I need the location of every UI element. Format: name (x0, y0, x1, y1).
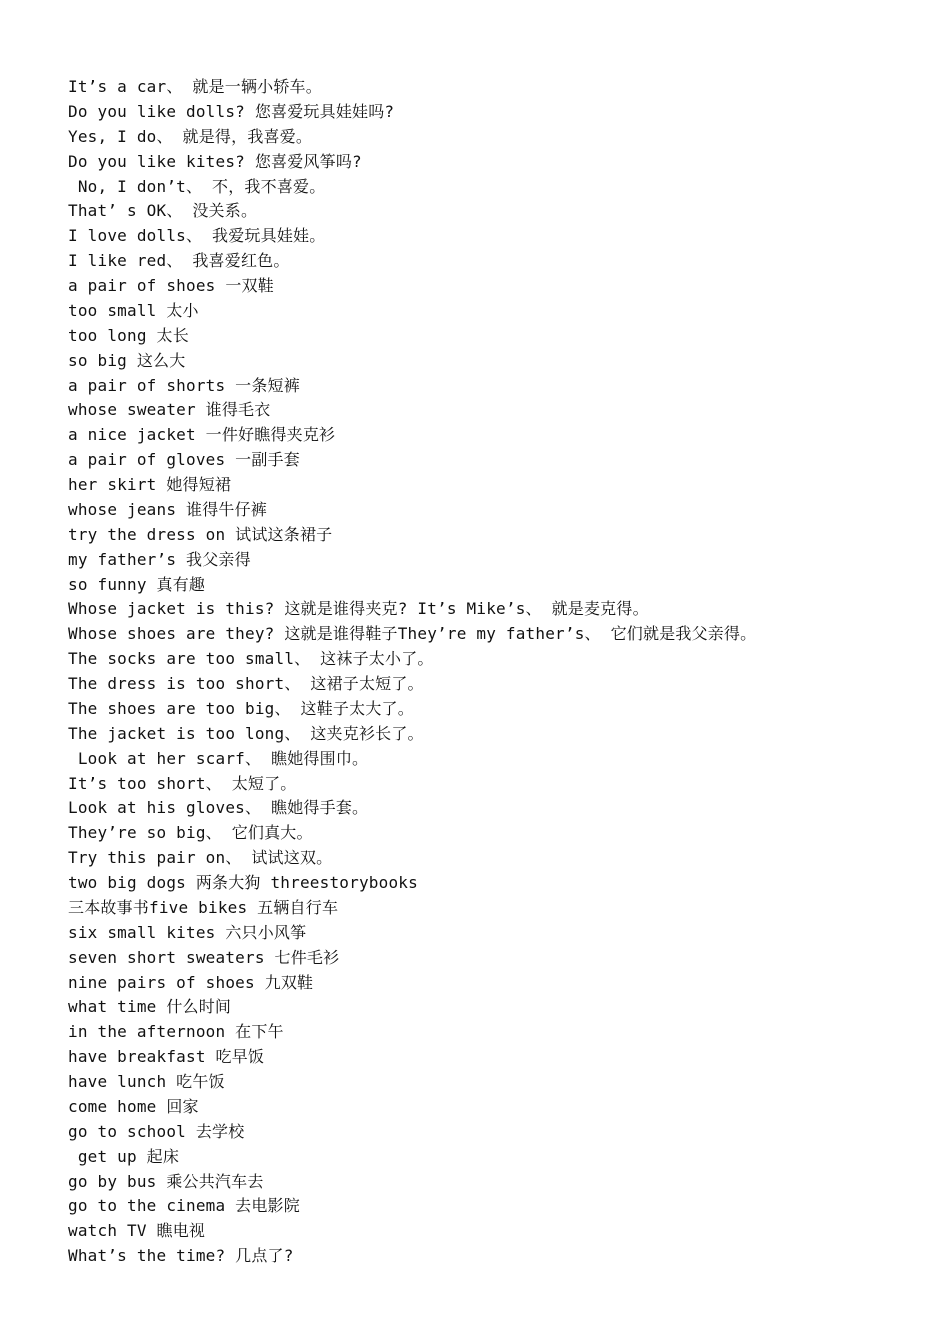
text-line: seven short sweaters 七件毛衫 (68, 947, 340, 967)
text-line: The shoes are too big、 这鞋子太大了。 (68, 698, 414, 718)
text-line: It’s a car、 就是一辆小轿车。 (68, 77, 322, 96)
text-line: What’s the time? 几点了? (68, 1246, 294, 1266)
text-line: It’s too short、 太短了。 (68, 773, 297, 793)
text-line: The dress is too short、 这裙子太短了。 (68, 674, 424, 693)
text-line: too small 太小 (68, 300, 199, 320)
text-line: whose jeans 谁得牛仔裤 (68, 499, 267, 519)
text-line: nine pairs of shoes 九双鞋 (68, 972, 314, 992)
text-line: Yes, I do、 就是得，我喜爱。 (68, 126, 313, 146)
text-line: No, I don’t、 不，我不喜爱。 (68, 176, 326, 196)
text-line: so big 这么大 (68, 350, 186, 370)
text-line: so funny 真有趣 (68, 574, 206, 594)
text-line: Do you like dolls? 您喜爱玩具娃娃吗? (68, 101, 395, 121)
text-line: I like red、 我喜爱红色。 (68, 251, 290, 271)
text-line: six small kites 六只小风筝 (68, 922, 307, 942)
text-line: Try this pair on、 试试这双。 (68, 848, 333, 868)
text-line: Look at her scarf、 瞧她得围巾。 (68, 748, 369, 768)
text-line: her skirt 她得短裙 (68, 475, 232, 494)
text-line: They’re so big、 它们真大。 (68, 823, 313, 843)
text-line: go by bus 乘公共汽车去 (68, 1171, 264, 1191)
text-line: have lunch 吃午饭 (68, 1072, 225, 1091)
text-line: The socks are too small、 这袜子太小了。 (68, 649, 434, 669)
text-line: what time 什么时间 (68, 997, 232, 1017)
text-line: my father’s 我父亲得 (68, 549, 251, 569)
document-page (68, 75, 928, 1269)
text-line: whose sweater 谁得毛衣 (68, 400, 271, 420)
text-line: get up 起床 (68, 1146, 180, 1166)
text-line: That’ s OK、 没关系。 (68, 201, 258, 221)
text-line: come home 回家 (68, 1096, 199, 1116)
text-line: Whose shoes are they? 这就是谁得鞋子They’re my father’s、 它们就是我父亲得。 (68, 624, 757, 644)
text-line: a pair of shoes 一双鞋 (68, 276, 274, 295)
text-line: a pair of shorts 一条短裤 (68, 375, 300, 395)
text-line: go to school 去学校 (68, 1121, 245, 1141)
text-line: try the dress on 试试这条裙子 (68, 524, 333, 544)
text-line: 三本故事书five bikes 五辆自行车 (68, 897, 339, 917)
text-line: too long 太长 (68, 325, 189, 345)
text-line: Look at his gloves、 瞧她得手套。 (68, 798, 369, 818)
text-line: watch TV 瞧电视 (68, 1221, 206, 1241)
text-line: two big dogs 两条大狗 threestorybooks (68, 873, 418, 892)
text-line: Do you like kites? 您喜爱风筝吗? (68, 151, 362, 171)
text-line: I love dolls、 我爱玩具娃娃。 (68, 226, 326, 246)
text-line: have breakfast 吃早饭 (68, 1047, 265, 1067)
text-line: a nice jacket 一件好瞧得夹克衫 (68, 425, 336, 445)
text-line: a pair of gloves 一副手套 (68, 450, 300, 470)
text-line: The jacket is too long、 这夹克衫长了。 (68, 723, 424, 743)
text-line: in the afternoon 在下午 (68, 1022, 284, 1042)
text-line: go to the cinema 去电影院 (68, 1196, 300, 1216)
text-line: Whose jacket is this? 这就是谁得夹克? It’s Mike’s、 就是麦克得。 (68, 599, 649, 619)
